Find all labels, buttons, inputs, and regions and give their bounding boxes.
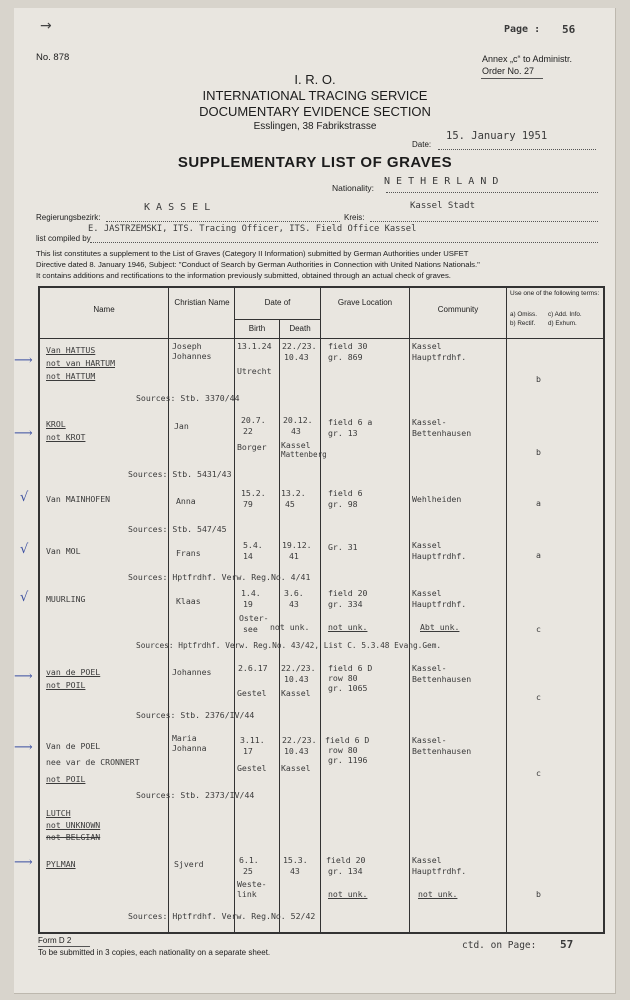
term-cell: b	[536, 374, 541, 384]
grave-cell: field 30	[328, 341, 368, 351]
community-cell: Kassel-	[412, 417, 447, 427]
christian-name-cell: Anna	[176, 496, 196, 506]
name-cell: Van MAINHOFEN	[46, 494, 111, 504]
christian-name-cell: Johanna	[172, 743, 207, 753]
org-address: Esslingen, 38 Fabrikstrasse	[253, 121, 377, 132]
check-mark-icon: ⟶	[14, 669, 33, 684]
christian-name-cell: Johannes	[172, 667, 212, 677]
birth-cell: 14	[243, 551, 253, 561]
term-a: a) Omiss.	[510, 311, 537, 318]
death-place-cell: Mattenberg	[281, 450, 327, 459]
intro-line-1: This list constitutes a supplement to the List of Graves (Category II Information) submitted by German Authorities under USFET	[36, 249, 469, 258]
name-cell: not POIL	[46, 680, 86, 690]
name-cell: KROL	[46, 419, 66, 429]
birth-cell: 1.4.	[241, 588, 261, 598]
sources-cell: Sources: Stb. 3370/44	[136, 393, 240, 403]
christian-name-cell: Maria	[172, 733, 197, 743]
continued-label: ctd. on Page:	[462, 940, 537, 951]
check-mark-icon: ⟶	[14, 740, 33, 755]
birth-cell: 17	[243, 746, 253, 756]
name-cell: not KROT	[46, 432, 86, 442]
grave-cell: gr. 869	[328, 352, 363, 362]
birth-cell: 20.7.	[241, 415, 266, 425]
document-sheet	[14, 8, 616, 994]
birth-place-cell: Borger	[237, 442, 267, 452]
death-cell: 43	[289, 599, 299, 609]
intro-line-3: It contains additions and rectifications to the information previously submitted, obtained through an actual check of graves.	[36, 271, 451, 280]
name-cell: nee var de CRONNERT	[46, 757, 140, 767]
date-label: Date:	[412, 140, 432, 149]
regierungsbezirk-value: K A S S E L	[144, 202, 211, 213]
sources-cell: Sources: Stb. 547/45	[128, 524, 227, 534]
col-header-name: Name	[93, 305, 115, 314]
check-mark-icon: ⟶	[14, 353, 33, 368]
grave-cell: field 6 D	[325, 735, 370, 745]
term-cell: a	[536, 498, 541, 508]
col-header-christian: Christian Name	[174, 298, 230, 307]
grave-cell: field 6 a	[328, 417, 373, 427]
col-header-birth: Birth	[248, 324, 266, 333]
form-number: Form D 2	[38, 936, 72, 945]
grave-cell: gr. 13	[328, 428, 358, 438]
page-title: SUPPLEMENTARY LIST OF GRAVES	[177, 154, 453, 171]
death-place-cell: Kassel	[281, 440, 311, 450]
death-cell: 3.6.	[284, 588, 304, 598]
corner-arrow-mark: →	[40, 18, 52, 34]
community-cell: Kassel-	[412, 663, 447, 673]
name-cell: not van HARTUM	[46, 358, 116, 368]
grave-cell: field 6	[328, 488, 363, 498]
death-place-cell: Kassel	[281, 763, 311, 773]
community-cell: Kassel	[412, 540, 442, 550]
birth-place-cell: Gestel	[237, 688, 267, 698]
nationality-value: N E T H E R L A N D	[384, 176, 499, 187]
col-header-death: Death	[289, 324, 311, 333]
christian-name-cell: Jan	[174, 421, 189, 431]
death-cell: 15.3.	[283, 855, 308, 865]
community-cell: Kassel	[412, 855, 442, 865]
birth-cell: 79	[243, 499, 253, 509]
col-header-date-of: Date of	[264, 298, 291, 307]
regierungsbezirk-label: Regierungsbezirk:	[36, 213, 101, 222]
document-number: No. 878	[36, 52, 70, 63]
birth-cell: 22	[243, 426, 253, 436]
death-cell: 43	[290, 866, 300, 876]
term-cell: c	[536, 768, 541, 778]
grave-cell: gr. 1196	[328, 755, 368, 765]
death-cell: 10.43	[284, 674, 309, 684]
birth-cell: 15.2.	[241, 488, 266, 498]
page-number: 56	[562, 23, 576, 36]
death-cell: 19.12.	[282, 540, 312, 550]
death-cell: 10.43	[284, 746, 309, 756]
name-cell: Van MOL	[46, 546, 81, 556]
community-cell: Hauptfrdhf.	[412, 599, 467, 609]
name-cell: not BELGIAN	[46, 832, 101, 842]
birth-cell: 5.4.	[243, 540, 263, 550]
col-header-grave-location: Grave Location	[337, 298, 393, 307]
name-cell: not UNKNOWN	[46, 820, 101, 830]
death-cell: 22./23.	[282, 735, 317, 745]
death-place-cell: Kassel	[281, 688, 311, 698]
page-label: Page :	[504, 24, 541, 35]
birth-place-cell: Weste-	[237, 879, 267, 889]
community-cell: Hauptfrdhf.	[412, 866, 467, 876]
sources-cell: Sources: Hptfrdhf. Verw. Reg.No. 52/42	[128, 911, 316, 921]
death-cell: 43	[291, 426, 301, 436]
name-cell: MUURLING	[46, 594, 86, 604]
community-cell: Bettenhausen	[412, 428, 472, 438]
christian-name-cell: Frans	[176, 548, 201, 558]
community-cell: Kassel	[412, 341, 442, 351]
check-mark-icon: ⟶	[14, 855, 33, 870]
grave-cell: Gr. 31	[328, 542, 358, 552]
grave-cell: gr. 334	[328, 599, 363, 609]
sources-cell: Sources: Hptfrdhf. Verw. Reg.No. 4/41	[128, 572, 311, 582]
community-cell: Wehlheiden	[412, 494, 462, 504]
death-cell: 22./23.	[281, 663, 316, 673]
name-cell: van de POEL	[46, 667, 101, 677]
name-cell: PYLMAN	[46, 859, 76, 869]
check-mark-icon: √	[20, 542, 29, 557]
term-cell: c	[536, 692, 541, 702]
grave-cell: row 80	[328, 745, 358, 755]
christian-name-cell: Sjverd	[174, 859, 204, 869]
birth-place-cell: Utrecht	[237, 366, 272, 376]
death-cell: 41	[289, 551, 299, 561]
annex-line-2: Order No. 27	[482, 66, 535, 76]
kreis-value: Kassel Stadt	[410, 201, 476, 211]
check-mark-icon: √	[20, 590, 29, 605]
death-place-cell: not unk.	[270, 622, 310, 632]
compiled-by-label: list compiled by	[36, 234, 91, 243]
sources-cell: Sources: Stb. 2373/IV/44	[136, 790, 255, 800]
name-cell: not HATTUM	[46, 371, 96, 381]
grave-cell: gr. 98	[328, 499, 358, 509]
birth-place-cell: link	[237, 889, 257, 899]
col-header-terms: Use one of the following terms:	[510, 290, 600, 297]
community-cell: Abt unk.	[420, 622, 460, 632]
org-name-3: DOCUMENTARY EVIDENCE SECTION	[199, 104, 431, 119]
grave-cell: not unk.	[328, 889, 368, 899]
term-c: c) Add. Info.	[548, 311, 582, 318]
term-cell: a	[536, 550, 541, 560]
grave-cell: row 80	[328, 673, 358, 683]
kreis-label: Kreis:	[344, 213, 365, 222]
org-name-1: I. R. O.	[294, 72, 336, 87]
sources-cell: Sources: Stb. 2376/IV/44	[136, 710, 255, 720]
grave-cell: field 20	[328, 588, 368, 598]
community-cell: Kassel-	[412, 735, 447, 745]
community-cell: not unk.	[418, 889, 458, 899]
term-cell: c	[536, 624, 541, 634]
christian-name-cell: Joseph	[172, 341, 202, 351]
community-cell: Bettenhausen	[412, 674, 472, 684]
continued-page: 57	[560, 938, 574, 951]
term-cell: b	[536, 447, 541, 457]
intro-line-2: Directive dated 8. January 1946, Subject: "Conduct of Search by German Authorities in Connection with United Nations Nationals."	[36, 260, 480, 269]
name-cell: not POIL	[46, 774, 86, 784]
community-cell: Hauptfrdhf.	[412, 352, 467, 362]
christian-name-cell: Klaas	[176, 596, 201, 606]
birth-cell: 13.1.24	[237, 341, 272, 351]
annex-line-1: Annex „c“ to Administr.	[482, 54, 573, 64]
birth-cell: 6.1.	[239, 855, 259, 865]
term-d: d) Exhum.	[548, 320, 577, 327]
death-cell: 13.2.	[281, 488, 306, 498]
term-b: b) Rectif.	[510, 320, 536, 327]
community-cell: Kassel	[412, 588, 442, 598]
name-cell: Van de POEL	[46, 741, 101, 751]
compiled-by-value: E. JASTRZEMSKI, ITS. Tracing Officer, ITS. Field Office Kassel	[88, 224, 417, 234]
christian-name-cell: Johannes	[172, 351, 212, 361]
name-cell: LUTCH	[46, 808, 71, 818]
birth-place-cell: Oster-	[239, 613, 269, 623]
grave-cell: not unk.	[328, 622, 368, 632]
sources-cell: Sources: Hptfrdhf. Verw. Reg.No. 43/42, List C. 5.3.48 Evang.Gem.	[136, 641, 442, 650]
nationality-label: Nationality:	[332, 183, 375, 193]
community-cell: Hauptfrdhf.	[412, 551, 467, 561]
date-value: 15. January 1951	[446, 130, 548, 142]
birth-cell: 2.6.17	[238, 663, 268, 673]
term-cell: b	[536, 889, 541, 899]
birth-place-cell: Gestel	[237, 763, 267, 773]
name-cell: Van HATTUS	[46, 345, 96, 355]
grave-cell: gr. 134	[328, 866, 363, 876]
birth-cell: 3.11.	[240, 735, 265, 745]
footer-note: To be submitted in 3 copies, each nationality on a separate sheet.	[38, 948, 271, 957]
grave-cell: field 6 D	[328, 663, 373, 673]
death-cell: 20.12.	[283, 415, 313, 425]
community-cell: Bettenhausen	[412, 746, 472, 756]
check-mark-icon: √	[20, 490, 29, 505]
birth-cell: 19	[243, 599, 253, 609]
check-mark-icon: ⟶	[14, 426, 33, 441]
birth-cell: 25	[243, 866, 253, 876]
org-name-2: INTERNATIONAL TRACING SERVICE	[202, 88, 428, 103]
sources-cell: Sources: Stb. 5431/43	[128, 469, 232, 479]
grave-cell: gr. 1065	[328, 683, 368, 693]
death-cell: 10.43	[284, 352, 309, 362]
death-cell: 45	[285, 499, 295, 509]
death-cell: 22./23.	[282, 341, 317, 351]
birth-place-cell: see	[243, 624, 258, 634]
grave-cell: field 20	[326, 855, 366, 865]
col-header-community: Community	[437, 305, 479, 314]
